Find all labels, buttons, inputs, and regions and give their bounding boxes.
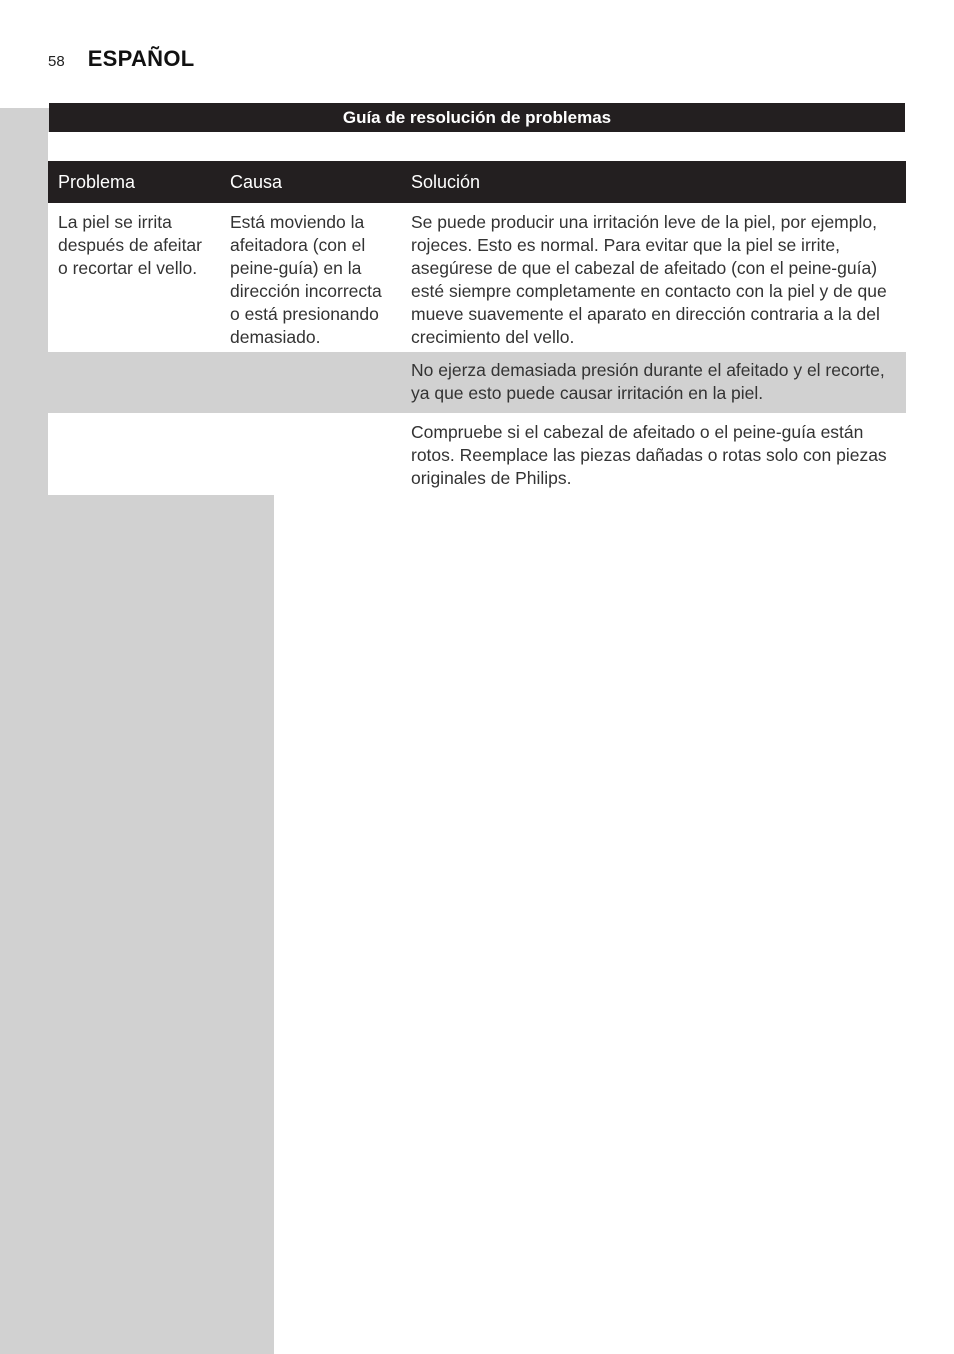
cell-cause bbox=[220, 352, 401, 413]
cell-cause bbox=[220, 413, 401, 495]
column-header-cause: Causa bbox=[220, 161, 401, 203]
column-header-problem: Problema bbox=[48, 161, 220, 203]
table-header-row bbox=[48, 161, 906, 203]
cell-solution: Compruebe si el cabezal de afeitado o el peine-guía están rotos. Reemplace las piezas dañadas o rotas solo con piezas originales de Philips. bbox=[411, 422, 887, 488]
cell-solution: Se puede producir una irritación leve de la piel, por ejemplo, rojeces. Esto es normal. Para evitar que la piel se irrite, asegúrese de que el cabezal de afeitado (con el peine-guía) esté siempre completamente en contacto con la piel y de que mueve suavemente el aparato en dirección contraria a la del crecimiento del vello. bbox=[411, 212, 887, 347]
column-header-solution: Solución bbox=[401, 161, 906, 203]
troubleshooting-title-bar: Guía de resolución de problemas bbox=[49, 103, 905, 132]
troubleshooting-table bbox=[48, 161, 906, 495]
cell-cause: Está moviendo la afeitadora (con el peine-guía) en la dirección incorrecta o está presionando demasiado. bbox=[230, 212, 382, 347]
cell-problem bbox=[48, 352, 220, 413]
page-number: 58 bbox=[48, 53, 65, 70]
table-row bbox=[48, 413, 906, 495]
page-header bbox=[48, 46, 195, 72]
section-title: ESPAÑOL bbox=[87, 46, 195, 71]
troubleshooting-table-area bbox=[48, 132, 906, 495]
table-row bbox=[48, 203, 906, 352]
cell-problem bbox=[48, 413, 220, 495]
cell-solution: No ejerza demasiada presión durante el afeitado y el recorte, ya que esto puede causar irritación en la piel. bbox=[401, 352, 906, 413]
table-row bbox=[48, 352, 906, 413]
cell-problem: La piel se irrita después de afeitar o recortar el vello. bbox=[58, 212, 202, 278]
